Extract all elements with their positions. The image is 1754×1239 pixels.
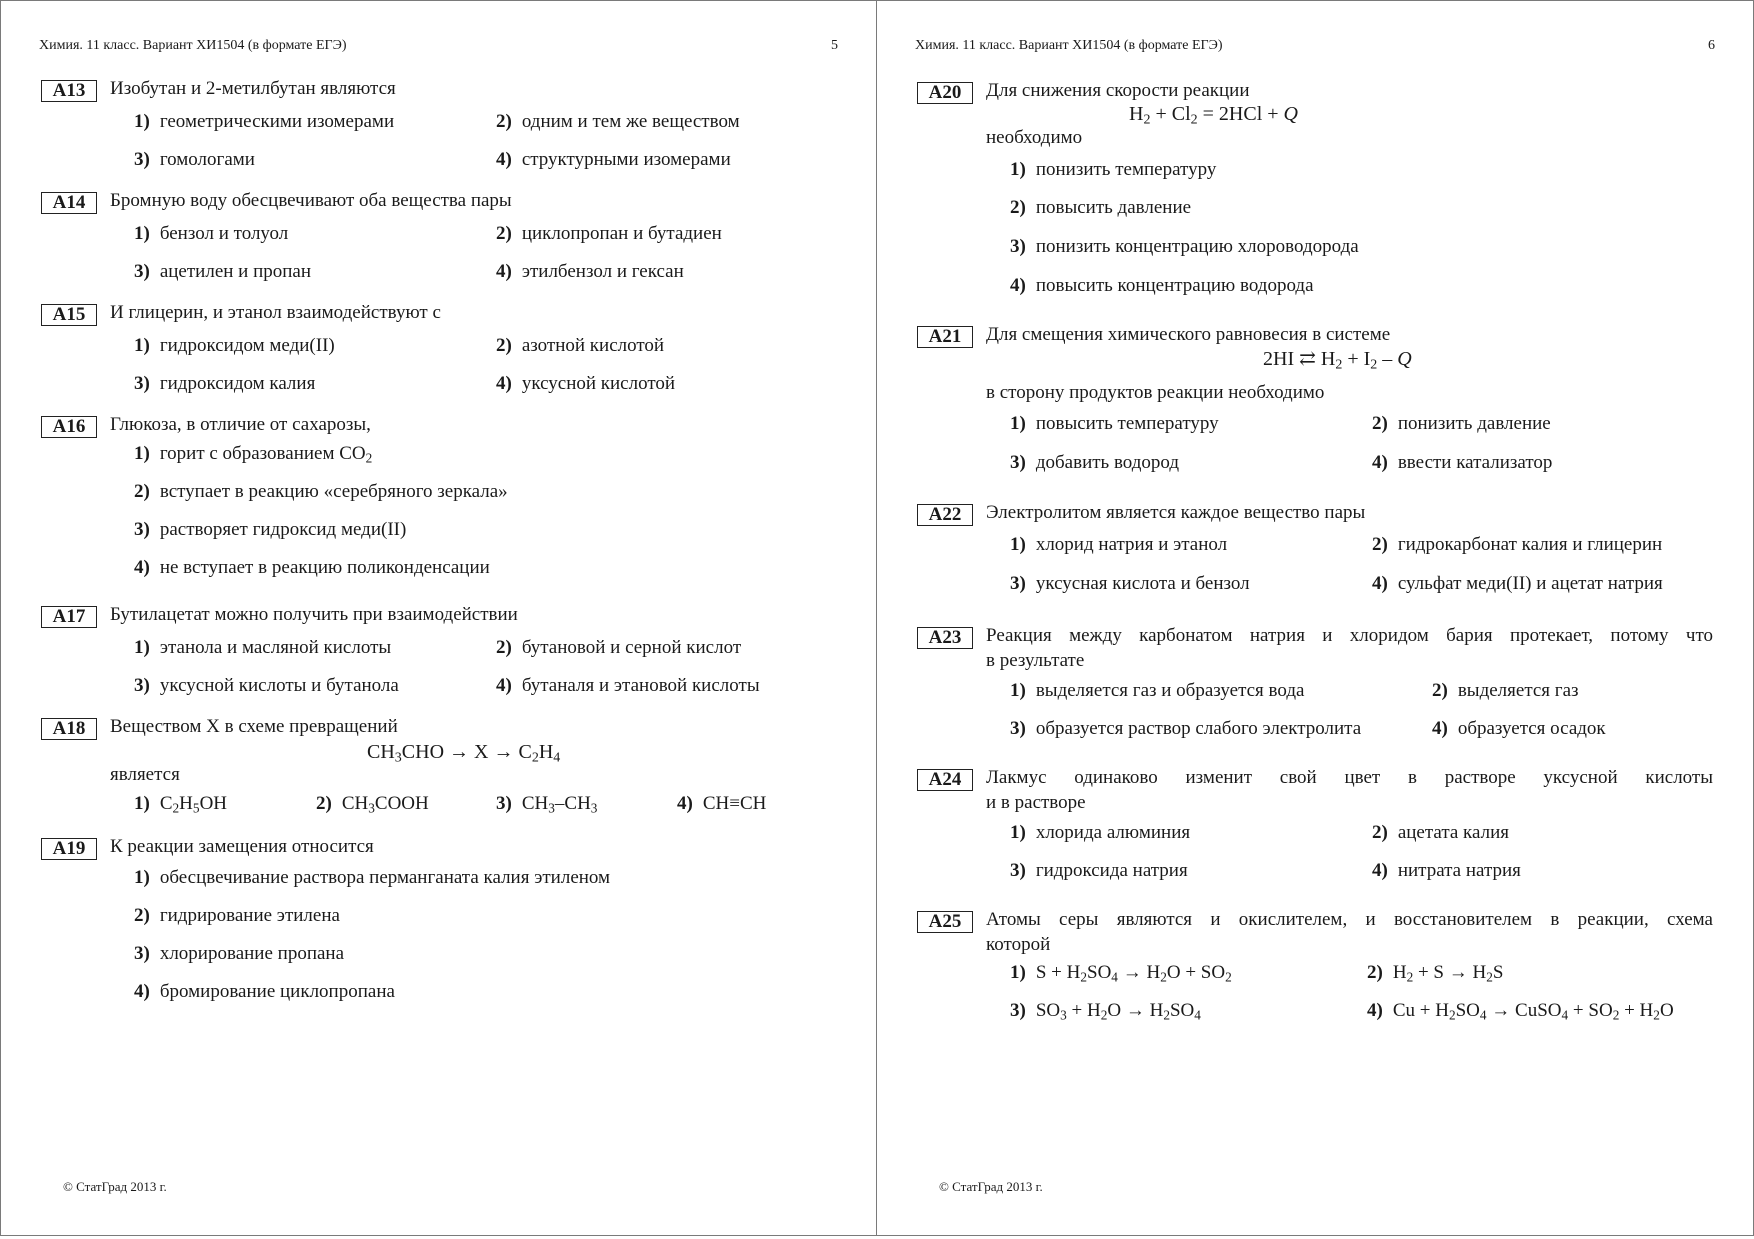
answer-option[interactable]: 3) образуется раствор слабого электролита <box>1010 718 1362 739</box>
answer-option[interactable]: 1) хлорида алюминия <box>1010 822 1191 843</box>
question-text-cont: в результате <box>986 650 1085 671</box>
answer-option[interactable]: 3) хлорирование пропана <box>134 943 345 964</box>
answer-option[interactable]: 1) выделяется газ и образуется вода <box>1010 680 1305 701</box>
answer-option[interactable]: 1) геометрическими изомерами <box>134 111 395 132</box>
answer-option[interactable]: 1) $C_2H_5OH$ <box>134 793 228 816</box>
answer-option[interactable]: 4) не вступает в реакцию поликонденсации <box>134 557 490 578</box>
answer-option[interactable]: 2) одним и тем же веществом <box>496 111 740 132</box>
answer-option[interactable]: 4) CH≡CH <box>677 793 767 814</box>
question-a19 <box>41 836 836 1022</box>
page-header-title: Химия. 11 класс. Вариант ХИ1504 (в формате ЕГЭ) <box>39 38 347 53</box>
answer-option[interactable]: 1) бензол и толуол <box>134 223 289 244</box>
question-number: A20 <box>917 82 973 104</box>
answer-option[interactable]: 4) образуется осадок <box>1432 718 1606 739</box>
answer-option[interactable]: 1) повысить температуру <box>1010 413 1219 434</box>
answer-option[interactable]: 4) ввести катализатор <box>1372 452 1553 473</box>
page-header-title: Химия. 11 класс. Вариант ХИ1504 (в формате ЕГЭ) <box>915 38 1223 53</box>
page-footer: © СтатГрад 2013 г. <box>939 1179 1043 1194</box>
question-a20 <box>917 80 1713 296</box>
question-text: Бромную воду обесцвечивают оба вещества пары <box>110 190 512 211</box>
question-number: A15 <box>41 304 97 326</box>
answer-option[interactable]: 2) гидрокарбонат калия и глицерин <box>1372 534 1663 555</box>
question-number: A25 <box>917 911 973 933</box>
answer-option[interactable]: 3) гомологами <box>134 149 255 170</box>
right-page <box>876 0 1754 1236</box>
answer-option[interactable]: 4) уксусной кислотой <box>496 373 676 394</box>
question-a25 <box>917 909 1713 1035</box>
page-footer: © СтатГрад 2013 г. <box>63 1179 167 1194</box>
question-text-end: необходимо <box>986 127 1083 148</box>
question-a22 <box>917 502 1713 606</box>
answer-option[interactable]: 2) гидрирование этилена <box>134 905 340 926</box>
answer-option[interactable]: 1) $S + H_2SO_4 \to H_2O + SO_2$ <box>1010 962 1232 985</box>
answer-option[interactable]: 1) горит с образованием $CO_2$ <box>134 443 373 466</box>
answer-option[interactable]: 3) растворяет гидроксид меди(II) <box>134 519 407 540</box>
question-text: Глюкоза, в отличие от сахарозы, <box>110 414 371 435</box>
question-text-cont: которой <box>986 934 1051 955</box>
question-a14 <box>41 190 836 294</box>
question-a24 <box>917 767 1713 893</box>
answer-option[interactable]: 2) ацетата калия <box>1372 822 1509 843</box>
answer-option[interactable]: 3) $SO_3 + H_2O \to H_2SO_4$ <box>1010 1000 1201 1023</box>
question-number: A16 <box>41 416 97 438</box>
question-a13 <box>41 78 836 182</box>
question-a15 <box>41 302 836 406</box>
answer-option[interactable]: 4) нитрата натрия <box>1372 860 1521 881</box>
question-number: A17 <box>41 606 97 628</box>
question-number: A14 <box>41 192 97 214</box>
question-text-cont: и в растворе <box>986 792 1086 813</box>
answer-option[interactable]: 3) гидроксида натрия <box>1010 860 1188 881</box>
answer-option[interactable]: 2) повысить давление <box>1010 197 1192 218</box>
answer-option[interactable]: 4) $Cu + H_2SO_4$ → CuSO$_4$ + $SO_2 + H_2O$ <box>1367 1000 1674 1023</box>
question-number: A24 <box>917 769 973 791</box>
answer-option[interactable]: 3) понизить концентрацию хлороводорода <box>1010 236 1359 257</box>
question-text-end: является <box>110 764 180 785</box>
answer-option[interactable]: 4) повысить концентрацию водорода <box>1010 275 1314 296</box>
question-number: A13 <box>41 80 97 102</box>
question-text: Для снижения скорости реакции <box>986 80 1250 101</box>
answer-option[interactable]: 1) понизить температуру <box>1010 159 1217 180</box>
answer-option[interactable]: 1) обесцвечивание раствора перманганата калия этиленом <box>134 867 611 888</box>
answer-option[interactable]: 2) понизить давление <box>1372 413 1551 434</box>
answer-option[interactable]: 4) бромирование циклопропана <box>134 981 395 1002</box>
question-text-end: в сторону продуктов реакции необходимо <box>986 382 1325 403</box>
answer-option[interactable]: 1) хлорид натрия и этанол <box>1010 534 1228 555</box>
answer-option[interactable]: 2) бутановой и серной кислот <box>496 637 742 658</box>
question-number: A23 <box>917 627 973 649</box>
question-number: A22 <box>917 504 973 526</box>
page-number: 5 <box>831 38 838 53</box>
question-text: К реакции замещения относится <box>110 836 374 857</box>
question-text: Веществом X в схеме превращений <box>110 716 398 737</box>
answer-option[interactable]: 4) бутаналя и этановой кислоты <box>496 675 760 696</box>
answer-option[interactable]: 1) этанола и масляной кислоты <box>134 637 392 658</box>
answer-option[interactable]: 3) гидроксидом калия <box>134 373 316 394</box>
answer-option[interactable]: 4) сульфат меди(II) и ацетат натрия <box>1372 573 1663 594</box>
question-text: Реакция между карбонатом натрия и хлоридом бария протекает, потому что <box>986 625 1713 646</box>
question-a16 <box>41 414 836 600</box>
question-number: A19 <box>41 838 97 860</box>
answer-option[interactable]: 4) структурными изомерами <box>496 149 731 170</box>
page-number: 6 <box>1708 38 1715 53</box>
question-number: A21 <box>917 326 973 348</box>
question-text: Для смещения химического равновесия в системе <box>986 324 1391 345</box>
equilibrium-equation: 2HI ⇄ $H_2 + I_2 - Q$ <box>1263 348 1412 373</box>
question-text: Изобутан и 2-метилбутан являются <box>110 78 396 99</box>
question-a23 <box>917 625 1713 751</box>
reaction-equation: $H_2 + Cl_2 = 2HCl + Q$ <box>1129 103 1298 128</box>
answer-option[interactable]: 2) выделяется газ <box>1432 680 1579 701</box>
question-text: Бутилацетат можно получить при взаимодействии <box>110 604 518 625</box>
question-a21 <box>917 324 1713 473</box>
answer-option[interactable]: 1) гидроксидом меди(II) <box>134 335 335 356</box>
question-a17 <box>41 604 836 708</box>
question-number: A18 <box>41 718 97 740</box>
answer-option[interactable]: 4) этилбензол и гексан <box>496 261 684 282</box>
answer-option[interactable]: 2) вступает в реакцию «серебряного зеркала» <box>134 481 508 502</box>
question-text: Электролитом является каждое вещество пары <box>986 502 1366 523</box>
answer-option[interactable]: 3) $CH_3-CH_3$ <box>496 793 598 816</box>
left-page <box>0 0 877 1236</box>
answer-option[interactable]: 2) циклопропан и бутадиен <box>496 223 722 244</box>
question-text: Атомы серы являются и окислителем, и восстановителем в реакции, схема <box>986 909 1713 930</box>
question-text: И глицерин, и этанол взаимодействуют с <box>110 302 441 323</box>
question-text: Лакмус одинаково изменит свой цвет в растворе уксусной кислоты <box>986 767 1713 788</box>
reaction-scheme: $CH_3CHO \to X \to C_2H_4$ <box>367 741 561 766</box>
answer-option[interactable]: 2) азотной кислотой <box>496 335 665 356</box>
answer-option[interactable]: 3) уксусная кислота и бензол <box>1010 573 1250 594</box>
question-a18 <box>41 716 836 816</box>
answer-option[interactable]: 2) $H_2 + S \to H_2S$ <box>1367 962 1504 985</box>
answer-option[interactable]: 2) $CH_3COOH$ <box>316 793 429 816</box>
answer-option[interactable]: 3) ацетилен и пропан <box>134 261 312 282</box>
answer-option[interactable]: 3) уксусной кислоты и бутанола <box>134 675 399 696</box>
answer-option[interactable]: 3) добавить водород <box>1010 452 1180 473</box>
